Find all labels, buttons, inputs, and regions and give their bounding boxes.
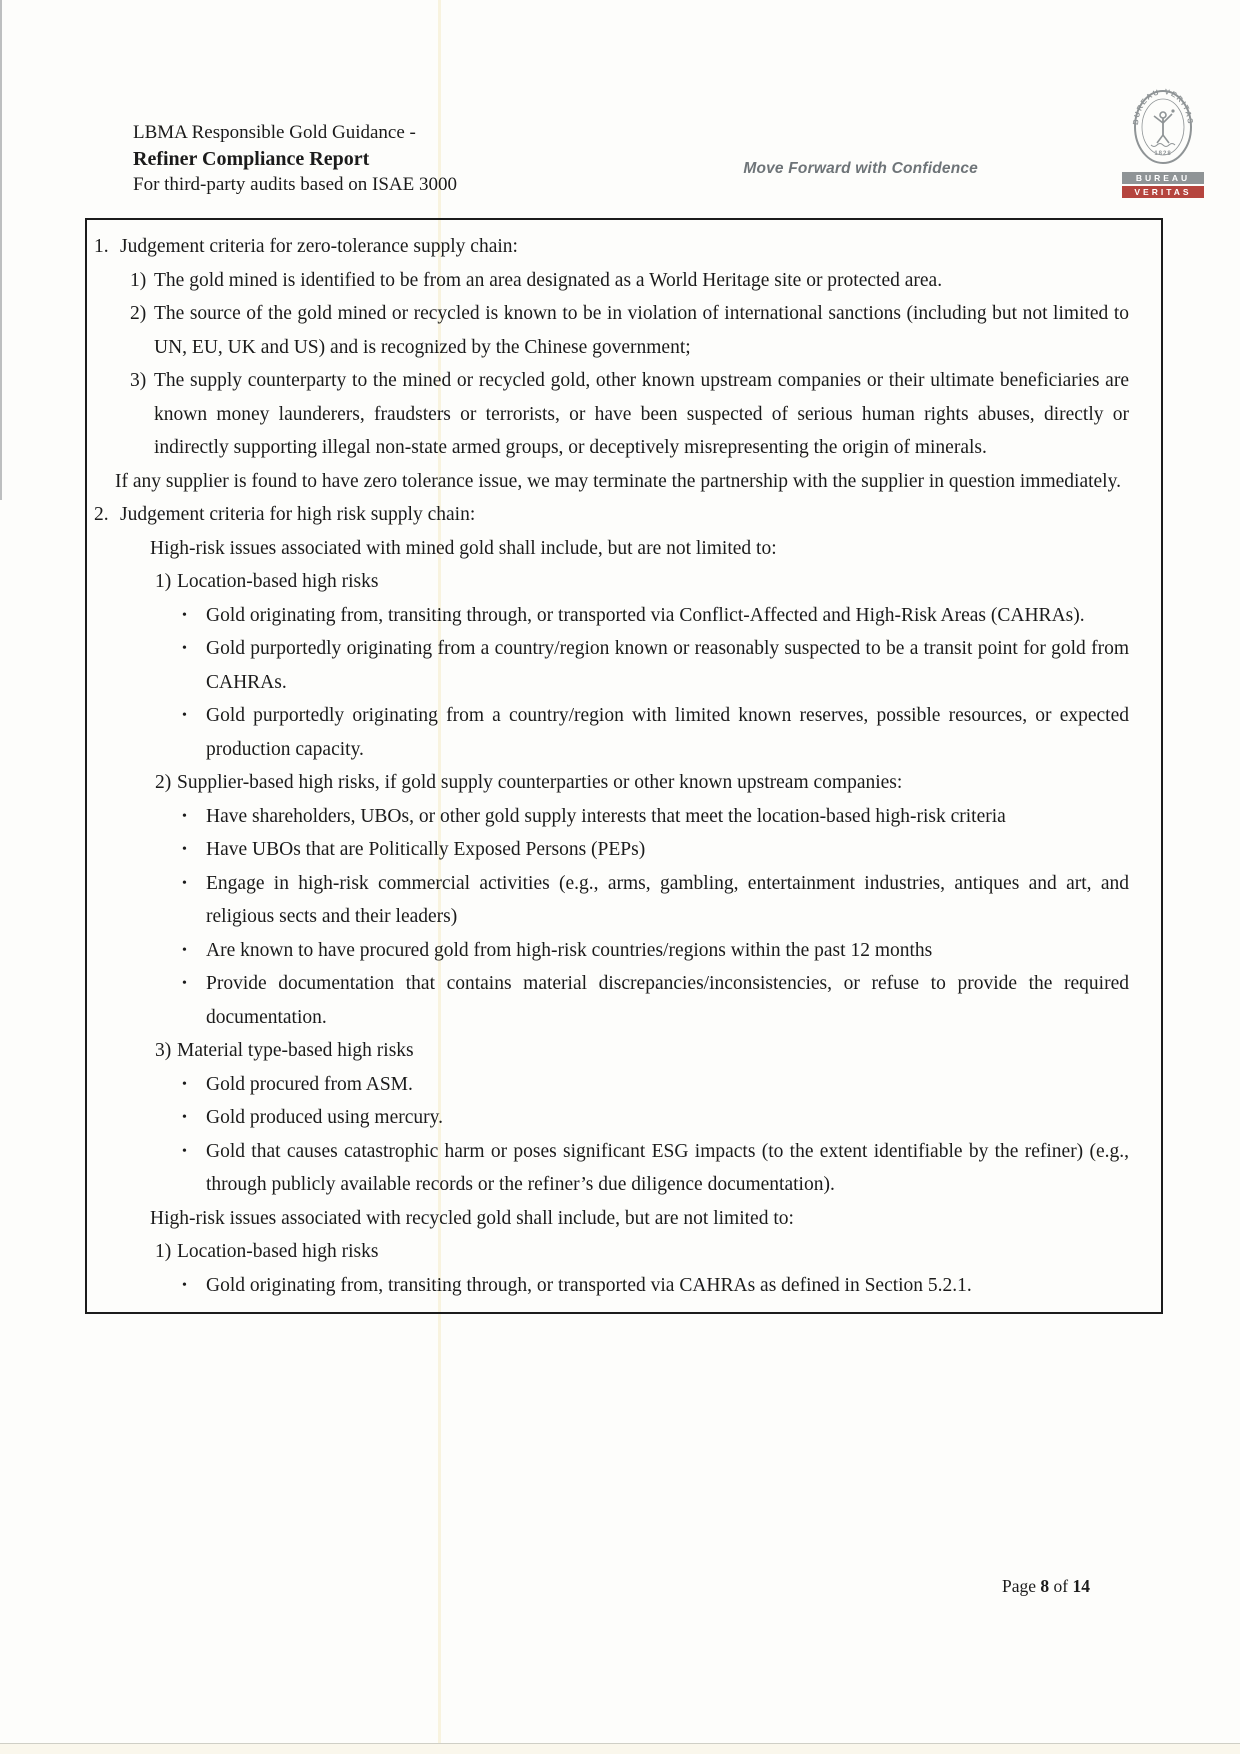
- list-marker: 1): [155, 571, 172, 592]
- bullet-item-text: Gold produced using mercury.: [206, 1107, 444, 1128]
- paragraph: [150, 1202, 1129, 1236]
- paragraph: [115, 465, 1129, 499]
- list-marker: 3): [130, 370, 147, 391]
- bullet-item-text: Have UBOs that are Politically Exposed Persons (PEPs): [206, 839, 646, 860]
- scan-edge-artifact: [0, 0, 2, 500]
- bullet-icon: •: [182, 607, 187, 623]
- list-marker: 3): [155, 1040, 172, 1061]
- bullet-item: [182, 1101, 1129, 1135]
- bullet-item-text: Are known to have procured gold from high-risk countries/regions within the past 12 months: [206, 939, 933, 961]
- list-item: [130, 297, 1129, 364]
- paragraph-text: High-risk issues associated with mined gold shall include, but are not limited to:: [150, 537, 777, 559]
- bullet-icon: •: [182, 708, 187, 723]
- scan-bottom-strip: [0, 1744, 1240, 1754]
- bullet-item-text: Gold originating from, transiting through, or transported via CAHRAs as defined in Section 5.2.1.: [206, 1274, 972, 1296]
- bureau-veritas-logo: [1121, 84, 1205, 198]
- list-marker: 2): [130, 303, 147, 324]
- page-total: 14: [1072, 1576, 1090, 1596]
- list-marker: 1): [155, 1241, 172, 1262]
- paragraph: [150, 532, 1129, 566]
- svg-text:BUREAU VERITAS: BUREAU VERITAS: [1130, 86, 1196, 126]
- list-item-text: The gold mined is identified to be from an area designated as a World Heritage site or protected area.: [154, 269, 943, 291]
- bullet-item-text: Gold procured from ASM.: [206, 1073, 413, 1095]
- bullet-item-text: Gold that causes catastrophic harm or poses significant ESG impacts (to the extent identifiable by the refiner) (e.g., through publicly available records or the refiner’s due diligence documentation).: [206, 1140, 1129, 1195]
- list-item-text: Location-based high risks: [177, 571, 379, 592]
- bullet-icon: •: [182, 842, 187, 857]
- bv-logo-bar-bureau: BUREAU: [1122, 172, 1204, 184]
- section-heading-text: Judgement criteria for zero-tolerance supply chain:: [120, 236, 518, 257]
- list-item: [130, 264, 1129, 298]
- bullet-icon: •: [182, 1110, 187, 1125]
- bullet-item: [182, 934, 1129, 968]
- bullet-icon: •: [182, 942, 187, 958]
- bullet-icon: •: [182, 1277, 187, 1293]
- bullet-item-text: Have shareholders, UBOs, or other gold supply interests that meet the location-based high-risk criteria: [206, 805, 1006, 827]
- list-item-text: Material type-based high risks: [177, 1040, 414, 1061]
- page-of-label: of: [1053, 1576, 1069, 1596]
- report-title-line: LBMA Responsible Gold Guidance -: [133, 122, 416, 143]
- bullet-item: [182, 967, 1129, 1034]
- list-item-text: Location-based high risks: [177, 1241, 379, 1262]
- page-label: Page: [1002, 1576, 1037, 1596]
- bullet-item-text: Gold purportedly originating from a country/region known or reasonably suspected to be a transit point for gold from CAHRAs.: [206, 638, 1129, 693]
- bullet-item: [182, 1135, 1129, 1202]
- list-item: [155, 565, 1129, 599]
- list-item: [155, 766, 1129, 800]
- page-current: 8: [1040, 1576, 1050, 1596]
- content-box: [85, 218, 1163, 1314]
- bullet-item-text: Provide documentation that contains material discrepancies/inconsistencies, or refuse to provide the required documentation.: [206, 973, 1129, 1028]
- bv-tagline: Move Forward with Confidence: [743, 160, 978, 177]
- bullet-item: [182, 599, 1129, 633]
- bullet-icon: •: [182, 1143, 187, 1159]
- report-header: [133, 120, 457, 198]
- paragraph-text: High-risk issues associated with recycled gold shall include, but are not limited to:: [150, 1207, 794, 1229]
- bullet-icon: •: [182, 641, 187, 656]
- svg-text:1828: 1828: [1154, 151, 1172, 157]
- bullet-item: [182, 833, 1129, 867]
- bullet-icon: •: [182, 875, 187, 891]
- bullet-icon: •: [182, 808, 187, 824]
- report-subtitle: Refiner Compliance Report: [133, 148, 370, 170]
- section-heading: [94, 230, 1129, 264]
- bullet-item-text: Gold originating from, transiting through, or transported via Conflict-Affected and High-Risk Areas (CAHRAs).: [206, 604, 1085, 626]
- bullet-item: [182, 632, 1129, 699]
- bullet-item-text: Gold purportedly originating from a country/region with limited known reserves, possible resources, or expected production capacity.: [206, 705, 1129, 760]
- list-item-text: The source of the gold mined or recycled is known to be in violation of international sanctions (including but not limited to UN, EU, UK and US) and is recognized by the Chinese government;: [154, 303, 1129, 358]
- list-marker: 2.: [94, 504, 109, 525]
- bv-logo-bar-veritas: VERITAS: [1122, 186, 1204, 198]
- list-item-text: The supply counterparty to the mined or recycled gold, other known upstream companies or their ultimate beneficiaries are known money launderers, fraudsters or terrorists, or have been suspected of serious human rights abuses, directly or indirectly supporting illegal non-state armed groups, or deceptively misrepresenting the origin of minerals.: [154, 370, 1129, 458]
- list-item: [130, 364, 1129, 465]
- list-item-text: Supplier-based high risks, if gold supply counterparties or other known upstream companies:: [177, 772, 903, 793]
- bullet-item-text: Engage in high-risk commercial activities (e.g., arms, gambling, entertainment industries, antiques and art, and religious sects and their leaders): [206, 872, 1129, 927]
- list-marker: 1): [130, 269, 147, 291]
- bullet-icon: •: [182, 976, 187, 991]
- page-number: [1002, 1576, 1090, 1597]
- paragraph-text: If any supplier is found to have zero tolerance issue, we may terminate the partnership with the supplier in question immediately.: [115, 470, 1121, 492]
- bullet-item: [182, 867, 1129, 934]
- list-marker: 1.: [94, 236, 109, 257]
- list-item: [155, 1034, 1129, 1068]
- list-item: [155, 1235, 1129, 1269]
- bullet-item: [182, 1068, 1129, 1102]
- section-heading-text: Judgement criteria for high risk supply chain:: [120, 504, 476, 525]
- list-marker: 2): [155, 772, 172, 793]
- section-heading: [94, 498, 1129, 532]
- bullet-item: [182, 800, 1129, 834]
- bv-emblem-icon: [1123, 84, 1203, 170]
- bullet-icon: •: [182, 1076, 187, 1092]
- report-standard-line: For third-party audits based on ISAE 3000: [133, 174, 458, 195]
- bullet-item: [182, 1269, 1129, 1303]
- bullet-item: [182, 699, 1129, 766]
